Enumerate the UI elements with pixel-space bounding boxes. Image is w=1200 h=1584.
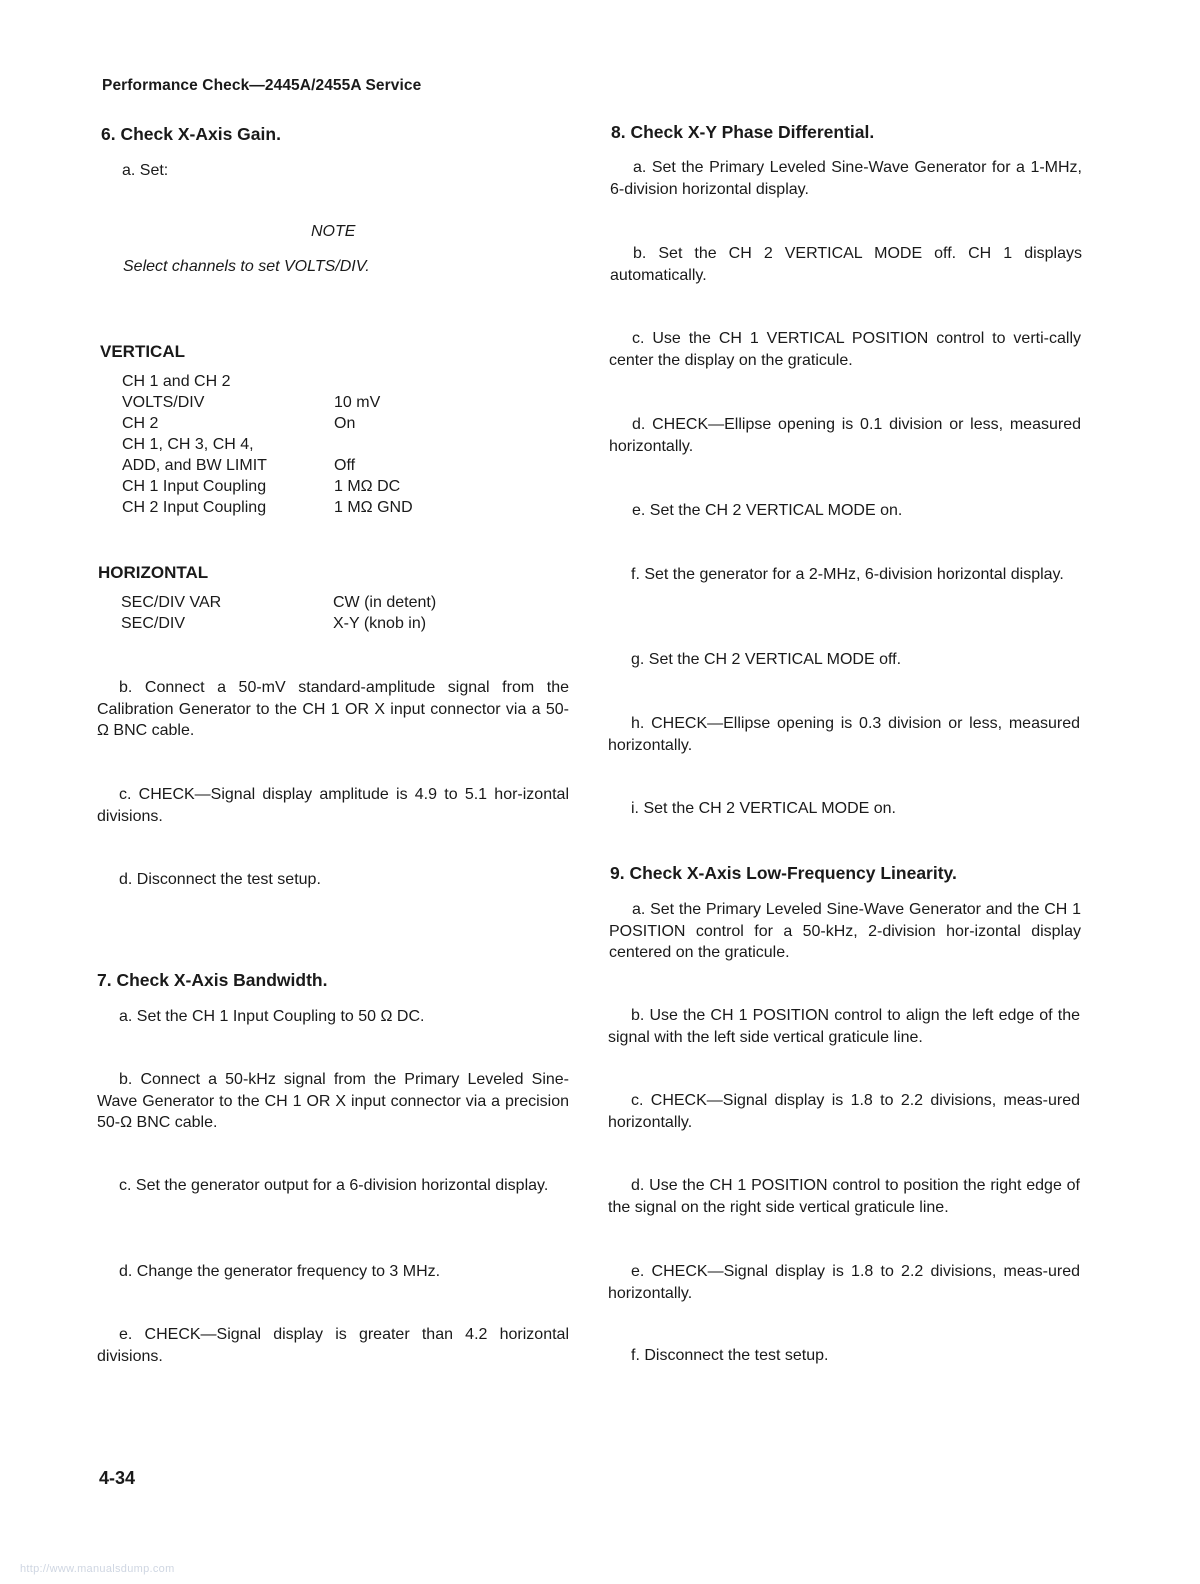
vertical-settings-table: [122, 371, 413, 518]
section-6-title: 6. Check X-Axis Gain.: [101, 124, 281, 144]
setting-value: Off: [334, 457, 356, 474]
settings-row: [122, 497, 413, 518]
page-number: 4-34: [99, 1468, 136, 1488]
step-8b: b. Set the CH 2 VERTICAL MODE off. CH 1 displays automatically.: [610, 245, 1082, 284]
settings-row: [121, 613, 436, 634]
vertical-heading: VERTICAL: [100, 342, 185, 361]
step-8a: a. Set the Primary Leveled Sine-Wave Generator for a 1-MHz, 6-division horizontal display.: [610, 159, 1082, 198]
horizontal-heading: HORIZONTAL: [98, 563, 209, 582]
step-9c: c. CHECK—Signal display is 1.8 to 2.2 divisions, meas-ured horizontally.: [608, 1092, 1080, 1131]
settings-row: [122, 455, 413, 476]
step-7b: b. Connect a 50-kHz signal from the Primary Leveled Sine-Wave Generator to the CH 1 OR X input connector via a precision 50-Ω BNC cable.: [97, 1071, 569, 1131]
step-6a: a. Set:: [122, 162, 169, 179]
note-label: NOTE: [311, 223, 356, 240]
step-6b: b. Connect a 50-mV standard-amplitude signal from the Calibration Generator to the CH 1 OR X input connector via a 50-Ω BNC cable.: [97, 679, 569, 739]
step-8e: e. Set the CH 2 VERTICAL MODE on.: [632, 502, 903, 519]
step-9a: a. Set the Primary Leveled Sine-Wave Generator and the CH 1 POSITION control for a 50-kHz, 2-division hor-izontal display centered on the graticule.: [609, 901, 1081, 961]
watermark-url: http://www.manualsdump.com: [20, 1563, 175, 1575]
step-7c: c. Set the generator output for a 6-division horizontal display.: [119, 1177, 549, 1194]
step-8g: g. Set the CH 2 VERTICAL MODE off.: [631, 651, 902, 668]
settings-row: [122, 413, 413, 434]
step-8d: d. CHECK—Ellipse opening is 0.1 division or less, measured horizontally.: [609, 416, 1081, 455]
step-7a: a. Set the CH 1 Input Coupling to 50 Ω DC.: [119, 1008, 425, 1025]
section-8-title: 8. Check X-Y Phase Differential.: [611, 122, 875, 142]
running-header: Performance Check—2445A/2455A Service: [102, 77, 422, 94]
settings-row: [121, 592, 436, 613]
section-7-title: 7. Check X-Axis Bandwidth.: [97, 970, 328, 990]
setting-value: 10 mV: [334, 394, 381, 411]
step-8c: c. Use the CH 1 VERTICAL POSITION control to verti-cally center the display on the graticule.: [609, 330, 1081, 369]
step-6d: d. Disconnect the test setup.: [119, 871, 321, 888]
setting-value: CW (in detent): [333, 594, 437, 611]
setting-label: ADD, and BW LIMIT: [122, 457, 267, 474]
setting-label: SEC/DIV: [121, 615, 186, 632]
step-9e: e. CHECK—Signal display is 1.8 to 2.2 divisions, meas-ured horizontally.: [608, 1263, 1080, 1302]
step-9f: f. Disconnect the test setup.: [631, 1347, 829, 1364]
step-8f: f. Set the generator for a 2-MHz, 6-division horizontal display.: [631, 566, 1064, 583]
horizontal-settings-table: [121, 592, 436, 634]
step-9b: b. Use the CH 1 POSITION control to align the left edge of the signal with the left side vertical graticule line.: [608, 1007, 1080, 1046]
step-9d: d. Use the CH 1 POSITION control to position the right edge of the signal on the right side vertical graticule line.: [608, 1177, 1080, 1216]
step-8h: h. CHECK—Ellipse opening is 0.3 division or less, measured horizontally.: [608, 715, 1080, 754]
setting-value: 1 MΩ GND: [334, 499, 413, 516]
settings-row: [122, 371, 413, 392]
setting-label: CH 1 and CH 2: [122, 373, 231, 390]
setting-label: CH 2 Input Coupling: [122, 499, 267, 516]
setting-value: On: [334, 415, 356, 432]
settings-row: [122, 476, 413, 497]
setting-value: [334, 434, 413, 455]
setting-value: [334, 371, 413, 392]
step-8i: i. Set the CH 2 VERTICAL MODE on.: [631, 800, 896, 817]
settings-row: [122, 434, 413, 455]
step-7e: e. CHECK—Signal display is greater than 4.2 horizontal divisions.: [97, 1326, 569, 1365]
step-7d: d. Change the generator frequency to 3 MHz.: [119, 1263, 441, 1280]
setting-label: CH 1, CH 3, CH 4,: [122, 436, 254, 453]
setting-label: CH 2: [122, 415, 159, 432]
section-9-title: 9. Check X-Axis Low-Frequency Linearity.: [610, 863, 957, 883]
step-6c: c. CHECK—Signal display amplitude is 4.9 to 5.1 hor-izontal divisions.: [97, 786, 569, 825]
setting-label: SEC/DIV VAR: [121, 594, 222, 611]
setting-label: VOLTS/DIV: [122, 394, 205, 411]
setting-label: CH 1 Input Coupling: [122, 478, 267, 495]
note-text: Select channels to set VOLTS/DIV.: [123, 258, 370, 275]
settings-row: [122, 392, 413, 413]
setting-value: 1 MΩ DC: [334, 478, 401, 495]
setting-value: X-Y (knob in): [333, 615, 427, 632]
